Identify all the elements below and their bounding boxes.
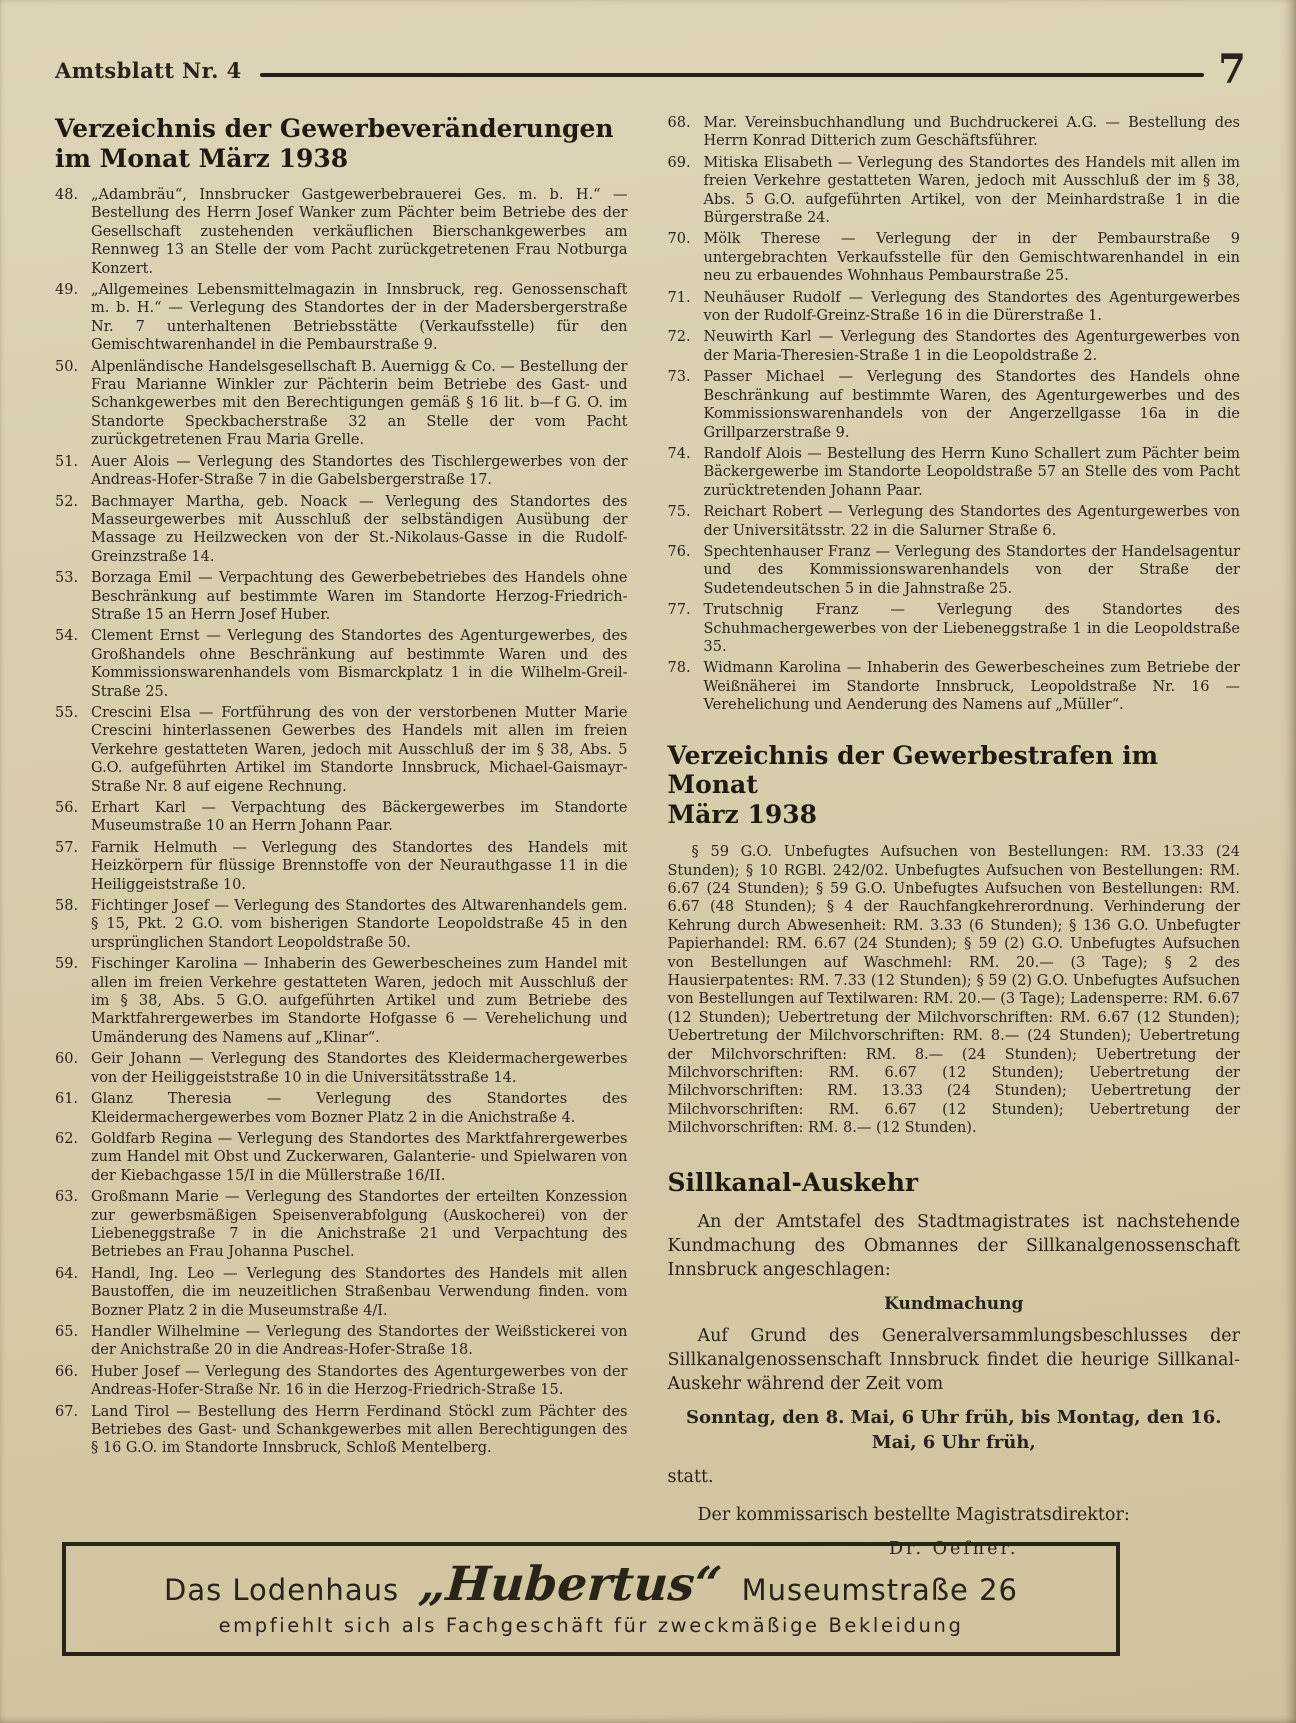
gazette-entry xyxy=(55,1265,628,1320)
entry-text: „Adambräu“, Innsbrucker Gastgewerbebrauerei Ges. m. b. H.“ — Bestellung des Herrn Josef Wanker zum Pächter beim Betriebe des der Gesellschaft zustehenden verkäuflichen Bierschankgewerbes am Rennweg 13 an Stelle der vom Pacht zurückgetretenen Frau Notburga Konzert. xyxy=(91,187,628,277)
entry-text: Randolf Alois — Bestellung des Herrn Kuno Schallert zum Pächter beim Bäckergewerbe im Standorte Leopoldstraße 57 an Stelle des vom Pacht zurücktretenden Johann Paar. xyxy=(703,445,1240,499)
gazette-entry xyxy=(668,328,1241,365)
entry-text: Huber Josef — Verlegung des Standortes des Agenturgewerbes von der Andreas-Hofer-Straße Nr. 16 in die Herzog-Friedrich-Straße 15. xyxy=(91,1363,628,1399)
entry-number: 53. xyxy=(55,570,79,587)
masthead-title: Amtsblatt Nr. 4 xyxy=(55,57,242,83)
entry-number: 62. xyxy=(55,1130,79,1147)
sillkanal-dates: Sonntag, den 8. Mai, 6 Uhr früh, bis Montag, den 16. Mai, 6 Uhr früh, xyxy=(685,1407,1222,1453)
advert-headline xyxy=(163,1557,1018,1612)
gazette-entry xyxy=(55,1403,628,1458)
gazette-entry xyxy=(668,289,1241,326)
gazette-entry xyxy=(55,839,628,894)
entry-number: 49. xyxy=(55,282,79,299)
entry-number: 58. xyxy=(55,898,79,915)
entry-text: Land Tirol — Bestellung des Herrn Ferdinand Stöckl zum Pächter des Betriebes des Gast- und Schankgewerbes mit allen Berechtigungen des § 16 G.O. im Standorte Innsbruck, Schloß Mentelberg. xyxy=(91,1403,628,1457)
entry-text: Reichart Robert — Verlegung des Standortes des Agenturgewerbes von der Universitätsstr. 22 in die Salurner Straße 6. xyxy=(703,504,1240,539)
changes-section-title xyxy=(55,114,628,173)
entry-text: Bachmayer Martha, geb. Noack — Verlegung des Standortes des Masseurgewerbes mit Ausschluß der selbständigen Ausübung der Massage zu Heilzwecken von der St.-Nikolaus-Gasse in die Rudolf-Greinzstraße 14. xyxy=(91,493,628,565)
entry-number: 77. xyxy=(667,602,691,619)
entry-number: 65. xyxy=(55,1323,79,1340)
right-column xyxy=(668,114,1241,1571)
gazette-entry xyxy=(55,1090,628,1127)
gazette-entry xyxy=(55,897,628,952)
sillkanal-title: Sillkanal-Auskehr xyxy=(667,1167,919,1197)
gazette-entry xyxy=(55,493,628,567)
penalties-body: § 59 G.O. Unbefugtes Aufsuchen von Bestellungen: RM. 13.33 (24 Stunden); § 10 RGBl. 242/02. Unbefugtes Aufsuchen von Bestellungen: RM. 6.67 (24 Stunden); § 59 G.O. Unbefugtes Aufsuchen von Bestellungen: RM. 6.67 (48 Stunden); § 4 der Rauchfangkehrerordnung. Verhinderung der Kehrung durch Abwesenheit: RM. 3.33 (6 Stunden); § 136 G.O. Unbefugter Papierhandel: RM. 6.67 (24 Stunden); § 59 (2) G.O. Unbefugtes Aufsuchen von Bestellungen auf Waschmehl: RM. 20.— (3 Tage); § 2 des Hausierpatentes: RM. 7.33 (12 Stunden); § 59 (2) G.O. Unbefugtes Aufsuchen von Bestellungen auf Textilwaren: RM. 20.— (3 Tage); Ladensperre: RM. 6.67 (12 Stunden); Uebertretung der Milchvorschriften: RM. 6.67 (12 Stunden); Uebertretung der Milchvorschriften: RM. 8.— (24 Stunden); Uebertretung der Milchvorschriften: RM. 8.— (24 Stunden); Uebertretung der Milchvorschriften: RM. 6.67 (12 Stunden); Uebertretung der Milchvorschriften: RM. 13.33 (24 Stunden); Uebertretung der Milchvorschriften: RM. 6.67 (12 Stunden); Uebertretung der Milchvorschriften: RM. 8.— (12 Stunden). xyxy=(667,844,1240,1137)
gazette-entry xyxy=(55,627,628,701)
entry-number: 54. xyxy=(55,628,79,645)
entry-text: Clement Ernst — Verlegung des Standortes des Agenturgewerbes, des Großhandels ohne Beschränkung auf bestimmte Waren und des Kommissionswarenhandels vom Bismarckplatz 1 in die Wilhelm-Greil-Straße 25. xyxy=(91,628,628,700)
entry-text: Glanz Theresia — Verlegung des Standortes des Kleidermachergewerbes vom Bozner Platz 2 in die Anichstraße 4. xyxy=(91,1091,628,1126)
entry-text: Auer Alois — Verlegung des Standortes des Tischlergewerbes von der Andreas-Hofer-Straße 7 in die Gabelsbergerstraße 17. xyxy=(91,453,628,489)
entry-number: 57. xyxy=(55,839,79,856)
entry-number: 63. xyxy=(55,1189,79,1206)
entry-number: 73. xyxy=(667,369,691,386)
entry-text: „Allgemeines Lebensmittelmagazin in Innsbruck, reg. Genossenschaft m. b. H.“ — Verlegung des Standortes der in der Madersbergerstraße Nr. 7 unterhaltenen Betriebsstätte (Verkaufsstelle) für den Gemischtwarenhandel in die Pembaurstraße 9. xyxy=(91,282,628,354)
changes-entries-left xyxy=(55,186,628,1458)
gazette-entry xyxy=(55,1323,628,1360)
sillkanal-intro: An der Amtstafel des Stadtmagistrates ist nachstehende Kundmachung des Obmannes der Sillkanalgenossenschaft Innsbruck angeschlagen: xyxy=(667,1212,1240,1281)
entry-number: 71. xyxy=(667,289,691,306)
entry-number: 51. xyxy=(55,453,79,470)
gazette-entry xyxy=(55,1188,628,1262)
entry-text: Goldfarb Regina — Verlegung des Standortes des Marktfahrergewerbes zum Handel mit Obst und Zuckerwaren, Galanterie- und Spielwaren von der Kiebachgasse 15/I in die Müllerstraße 16/II. xyxy=(91,1130,628,1184)
penalties-section-title xyxy=(668,741,1241,830)
entry-text: Handler Wilhelmine — Verlegung des Standortes der Weißstickerei von der Anichstraße 20 in die Andreas-Hofer-Straße 18. xyxy=(91,1323,628,1359)
entry-text: Neuwirth Karl — Verlegung des Standortes des Agenturgewerbes von der Maria-Theresien-Straße 1 in die Leopoldstraße 2. xyxy=(703,329,1240,364)
gazette-entry xyxy=(668,601,1241,656)
entry-text: Mar. Vereinsbuchhandlung und Buchdruckerei A.G. — Bestellung des Herrn Konrad Ditterich zum Geschäftsführer. xyxy=(703,115,1240,150)
entry-text: Farnik Helmuth — Verlegung des Standortes des Handels mit Heizkörpern für flüssige Brennstoffe von der Neurauthgasse 11 in die Heiliggeiststraße 10. xyxy=(91,839,628,893)
gazette-entry xyxy=(668,659,1241,714)
header-rule xyxy=(260,73,1205,77)
entry-number: 55. xyxy=(55,704,79,721)
gazette-entry xyxy=(668,445,1241,500)
entry-text: Fichtinger Josef — Verlegung des Standortes des Altwarenhandels gem. § 15, Pkt. 2 G.O. vom bisherigen Standorte Leopoldstraße 45 in den ursprünglichen Standort Leopoldstraße 50. xyxy=(91,898,628,951)
sillkanal-signature: Dr. Oefner. xyxy=(889,1539,1019,1560)
entry-number: 60. xyxy=(55,1051,79,1068)
advert-store-name: Das Lodenhaus xyxy=(163,1573,400,1607)
entry-text: Neuhäuser Rudolf — Verlegung des Standortes des Agenturgewerbes von der Rudolf-Greinz-Straße 16 in die Dürerstraße 1. xyxy=(703,289,1240,325)
page-header xyxy=(0,0,1296,93)
entry-text: Fischinger Karolina — Inhaberin des Gewerbescheines zum Handel mit allen im freien Verkehre gestatteten Waren, jedoch mit Ausschluß der im § 38, Abs. 5 G.O. aufgeführten Artikel und zum Betriebe des Marktfahrergewerbes im Standorte Hofgasse 6 — Verehelichung und Umänderung des Namens auf „Klinar“. xyxy=(91,956,628,1046)
page-number: 7 xyxy=(1218,46,1246,93)
gazette-entry xyxy=(55,569,628,624)
entry-number: 68. xyxy=(667,115,691,131)
gazette-entry xyxy=(668,368,1241,442)
gazette-entry xyxy=(55,704,628,796)
entry-number: 66. xyxy=(55,1363,79,1380)
gazette-entry xyxy=(55,453,628,490)
entry-number: 69. xyxy=(667,154,691,171)
gazette-entry xyxy=(668,503,1241,540)
entry-text: Alpenländische Handelsgesellschaft B. Auernigg & Co. — Bestellung der Frau Marianne Winkler zur Pächterin beim Betriebe des Gast- und Schankgewerbes mit den Berechtigungen gemäß § 16 lit. b—f G. O. im Standorte Speckbacherstraße 32 an Stelle der vom Pacht zurückgetretenen Frau Maria Grelle. xyxy=(91,358,628,449)
entry-text: Mölk Therese — Verlegung der in der Pembaurstraße 9 untergebrachten Verkaufsstelle für den Gemischtwarenhandel in ein neu zu erbauendes Wohnhaus Pembaurstraße 25. xyxy=(703,231,1240,285)
entry-number: 48. xyxy=(55,187,79,203)
entry-text: Geir Johann — Verlegung des Standortes des Kleidermachergewerbes von der Heiliggeiststraße 10 in die Universitätsstraße 14. xyxy=(91,1051,628,1086)
entry-text: Erhart Karl — Verpachtung des Bäckergewerbes im Standorte Museumstraße 10 an Herrn Johann Paar. xyxy=(91,800,628,835)
entry-text: Borzaga Emil — Verpachtung des Gewerbebetriebes des Handels ohne Beschränkung auf bestimmte Waren im Standorte Herzog-Friedrich-Straße 15 an Herrn Josef Huber. xyxy=(91,570,628,623)
gazette-entry xyxy=(668,114,1241,151)
changes-title-line1: Verzeichnis der Gewerbeveränderungen xyxy=(55,114,614,143)
entry-text: Mitiska Elisabeth — Verlegung des Standortes des Handels mit allen im freien Verkehre gestatteten Waren, jedoch mit Ausschluß der im § 38, Abs. 5 G.O. aufgeführten Artikel, von der Meinhardstraße 1 in die Bürgerstraße 24. xyxy=(703,154,1240,227)
entry-number: 72. xyxy=(667,329,691,346)
entry-number: 59. xyxy=(55,956,79,973)
gazette-entry xyxy=(55,281,628,355)
entry-number: 50. xyxy=(55,358,79,375)
gazette-entry xyxy=(668,543,1241,598)
entry-number: 64. xyxy=(55,1265,79,1282)
advert-box xyxy=(62,1542,1120,1656)
entry-text: Widmann Karolina — Inhaberin des Gewerbescheines zum Betriebe der Weißnäherei im Standorte Innsbruck, Leopoldstraße Nr. 16 — Verehelichung und Aenderung des Namens auf „Müller“. xyxy=(703,660,1240,714)
sillkanal-signoff: Der kommissarisch bestellte Magistratsdirektor: xyxy=(697,1505,1130,1526)
gazette-entry xyxy=(668,154,1241,228)
sillkanal-subheading: Kundmachung xyxy=(884,1293,1024,1314)
entry-text: Trutschnig Franz — Verlegung des Standortes des Schuhmachergewerbes von der Liebeneggstraße 1 in die Leopoldstraße 35. xyxy=(703,602,1240,655)
entry-number: 78. xyxy=(667,660,691,677)
entry-number: 67. xyxy=(55,1403,79,1420)
penalties-section xyxy=(668,741,1241,1138)
changes-entries-right xyxy=(668,114,1241,715)
sillkanal-body: Auf Grund des Generalversammlungsbeschlusses der Sillkanalgenossenschaft Innsbruck findet die heurige Sillkanal-Auskehr während der Zeit vom xyxy=(667,1325,1240,1395)
advert-brand-name: „Hubertus“ xyxy=(417,1557,724,1612)
entry-number: 56. xyxy=(55,800,79,816)
gazette-entry xyxy=(55,1363,628,1400)
gazette-entry xyxy=(55,186,628,278)
gazette-entry xyxy=(55,1050,628,1087)
entry-number: 61. xyxy=(55,1091,79,1108)
gazette-entry xyxy=(55,358,628,450)
entry-text: Crescini Elsa — Fortführung des von der verstorbenen Mutter Marie Crescini hinterlassenen Gewerbes des Handels mit allen im freien Verkehre gestatteten Waren, jedoch mit Ausschluß der im § 38, Abs. 5 G.O. aufgeführten Artikel im Standorte Innsbruck, Michael-Gaismayr-Straße Nr. 8 auf eigene Rechnung. xyxy=(91,704,628,795)
entry-number: 74. xyxy=(667,445,691,462)
entry-text: Handl, Ing. Leo — Verlegung des Standortes des Handels mit allen Baustoffen, die im neuzeitlichen Straßenbau Verwendung finden. vom Bozner Platz 2 in die Museumstraße 4/I. xyxy=(91,1265,628,1319)
gazette-entry xyxy=(55,1130,628,1185)
left-column xyxy=(55,114,628,1571)
penalties-title-line1: Verzeichnis der Gewerbestrafen im Monat xyxy=(667,740,1159,800)
entry-number: 75. xyxy=(667,504,691,521)
gazette-entry xyxy=(55,799,628,836)
entry-number: 76. xyxy=(667,543,691,560)
sillkanal-closing: statt. xyxy=(667,1466,714,1487)
gazette-entry xyxy=(55,955,628,1047)
penalties-title-line2: März 1938 xyxy=(667,799,818,829)
sillkanal-section xyxy=(668,1168,1241,1562)
entry-text: Spechtenhauser Franz — Verlegung des Standortes der Handelsagentur und des Kommissionswarenhandels von der Straße der Sudetendeutschen 5 in die Jahnstraße 25. xyxy=(703,543,1240,597)
two-column-layout xyxy=(0,88,1296,1571)
advert-tagline: empfiehlt sich als Fachgeschäft für zweckmäßige Bekleidung xyxy=(218,1614,964,1637)
entry-number: 52. xyxy=(55,493,79,510)
entry-text: Passer Michael — Verlegung des Standortes des Handels ohne Beschränkung auf bestimmte Waren, des Agenturgewerbes und des Kommissionswarenhandels von der Angerzellgasse 16a in die Grillparzerstraße 9. xyxy=(703,369,1240,441)
advert-address: Museumstraße 26 xyxy=(741,1573,1018,1607)
entry-number: 70. xyxy=(667,231,691,248)
gazette-entry xyxy=(668,230,1241,285)
entry-text: Großmann Marie — Verlegung des Standortes der erteilten Konzession zur gewerbsmäßigen Speisenverabfolgung (Auskocherei) von der Liebeneggstraße 7 in die Anichstraße 21 und Verpachtung des Betriebes an Frau Johanna Puschel. xyxy=(91,1189,628,1261)
changes-title-line2: im Monat März 1938 xyxy=(55,143,349,173)
